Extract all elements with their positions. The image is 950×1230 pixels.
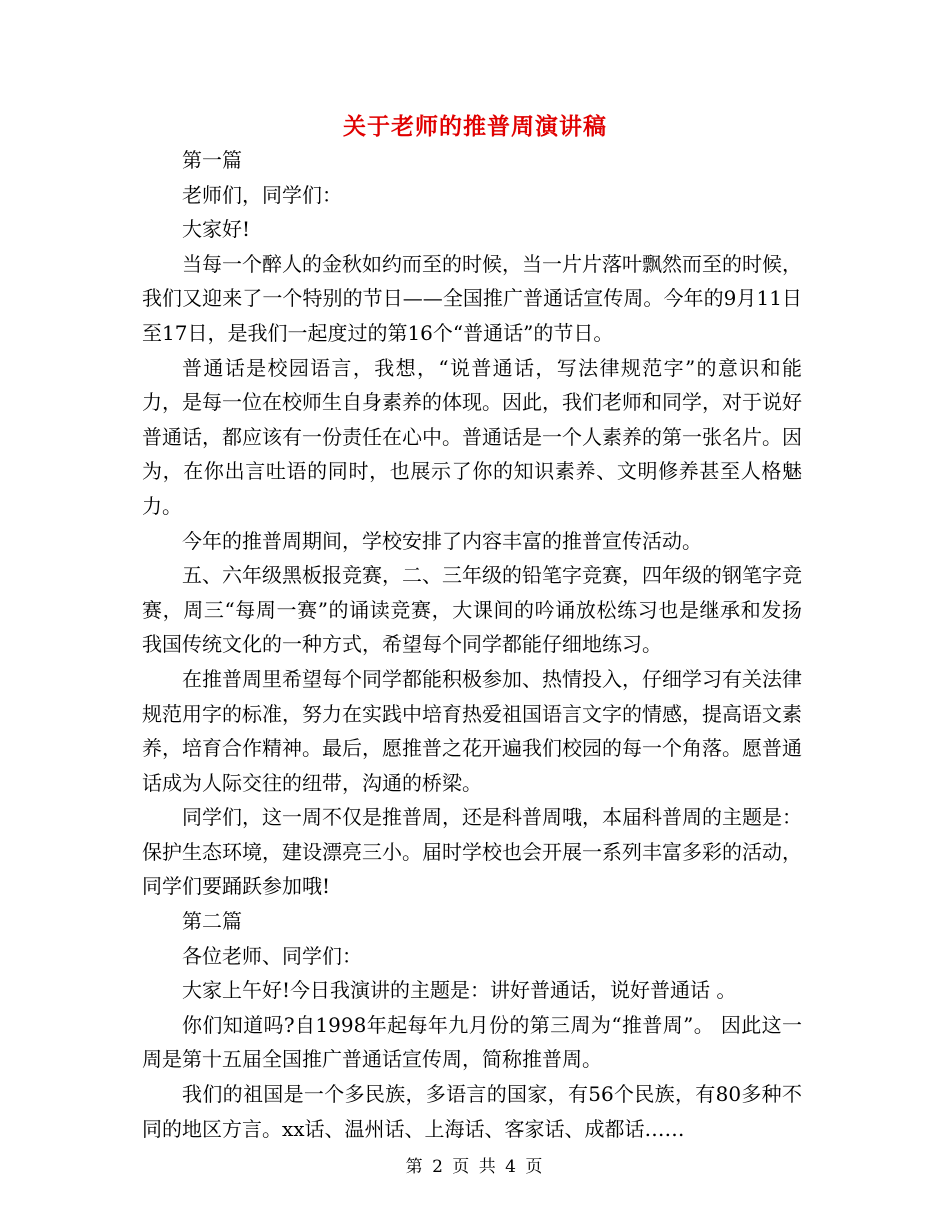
paragraph: 大家上午好!今日我演讲的主题是：讲好普通话，说好普通话 。: [182, 978, 737, 1003]
salutation: 老师们，同学们：: [182, 182, 342, 207]
paragraph: 同学们，这一周不仅是推普周，还是科普周哦，本届科普周的主题是：保护生态环境，建设漂亮三小。届时学校也会开展一系列丰富多彩的活动，同学们要踊跃参加哦!: [142, 805, 802, 899]
paragraph: 我们的祖国是一个多民族，多语言的国家，有56个民族，有80多种不同的地区方言。xx话、温州话、上海话、客家话、成都话……: [142, 1082, 802, 1141]
paragraph: 今年的推普周期间，学校安排了内容丰富的推普宣传活动。: [182, 528, 702, 553]
paragraph: 五、六年级黑板报竞赛，二、三年级的铅笔字竞赛，四年级的钢笔字竞赛，周三“每周一赛”的诵读竞赛，大课间的吟诵放松练习也是继承和发扬我国传统文化的一种方式，希望每个同学都能仔细地练习。: [142, 563, 802, 657]
salutation: 各位老师、同学们：: [182, 943, 362, 968]
paragraph: 在推普周里希望每个同学都能积极参加、热情投入，仔细学习有关法律规范用字的标准，努力在实践中培育热爱祖国语言文字的情感，提高语文素养，培育合作精神。最后，愿推普之花开遍我们校园的每一个角落。愿普通话成为人际交往的纽带，沟通的桥梁。: [142, 666, 802, 795]
heading-part-one: 第一篇: [182, 148, 242, 172]
paragraph: 普通话是校园语言，我想，“说普通话，写法律规范字”的意识和能力，是每一位在校师生自身素养的体现。因此，我们老师和同学，对于说好普通话，都应该有一份责任在心中。普通话是一个人素养的第一张名片。因为，在你出言吐语的同时，也展示了你的知识素养、文明修养甚至人格魅力。: [142, 355, 802, 518]
heading-part-two: 第二篇: [182, 909, 242, 934]
page-number-footer: 第 2 页 共 4 页: [405, 1157, 545, 1177]
document-body: [142, 143, 802, 1146]
paragraph: 你们知道吗?自1998年起每年九月份的第三周为“推普周”。 因此这一周是第十五届全国推广普通话宣传周，简称推普周。: [142, 1012, 802, 1072]
document-title: [0, 108, 950, 141]
greeting: 大家好!: [182, 217, 251, 242]
document-title-text: 关于老师的推普周演讲稿: [343, 113, 607, 140]
paragraph: 当每一个醉人的金秋如约而至的时候，当一片片落叶飘然而至的时候，我们又迎来了一个特别的节日——全国推广普通话宣传周。今年的9月11日至17日，是我们一起度过的第16个“普通话”的节日。: [142, 251, 802, 345]
